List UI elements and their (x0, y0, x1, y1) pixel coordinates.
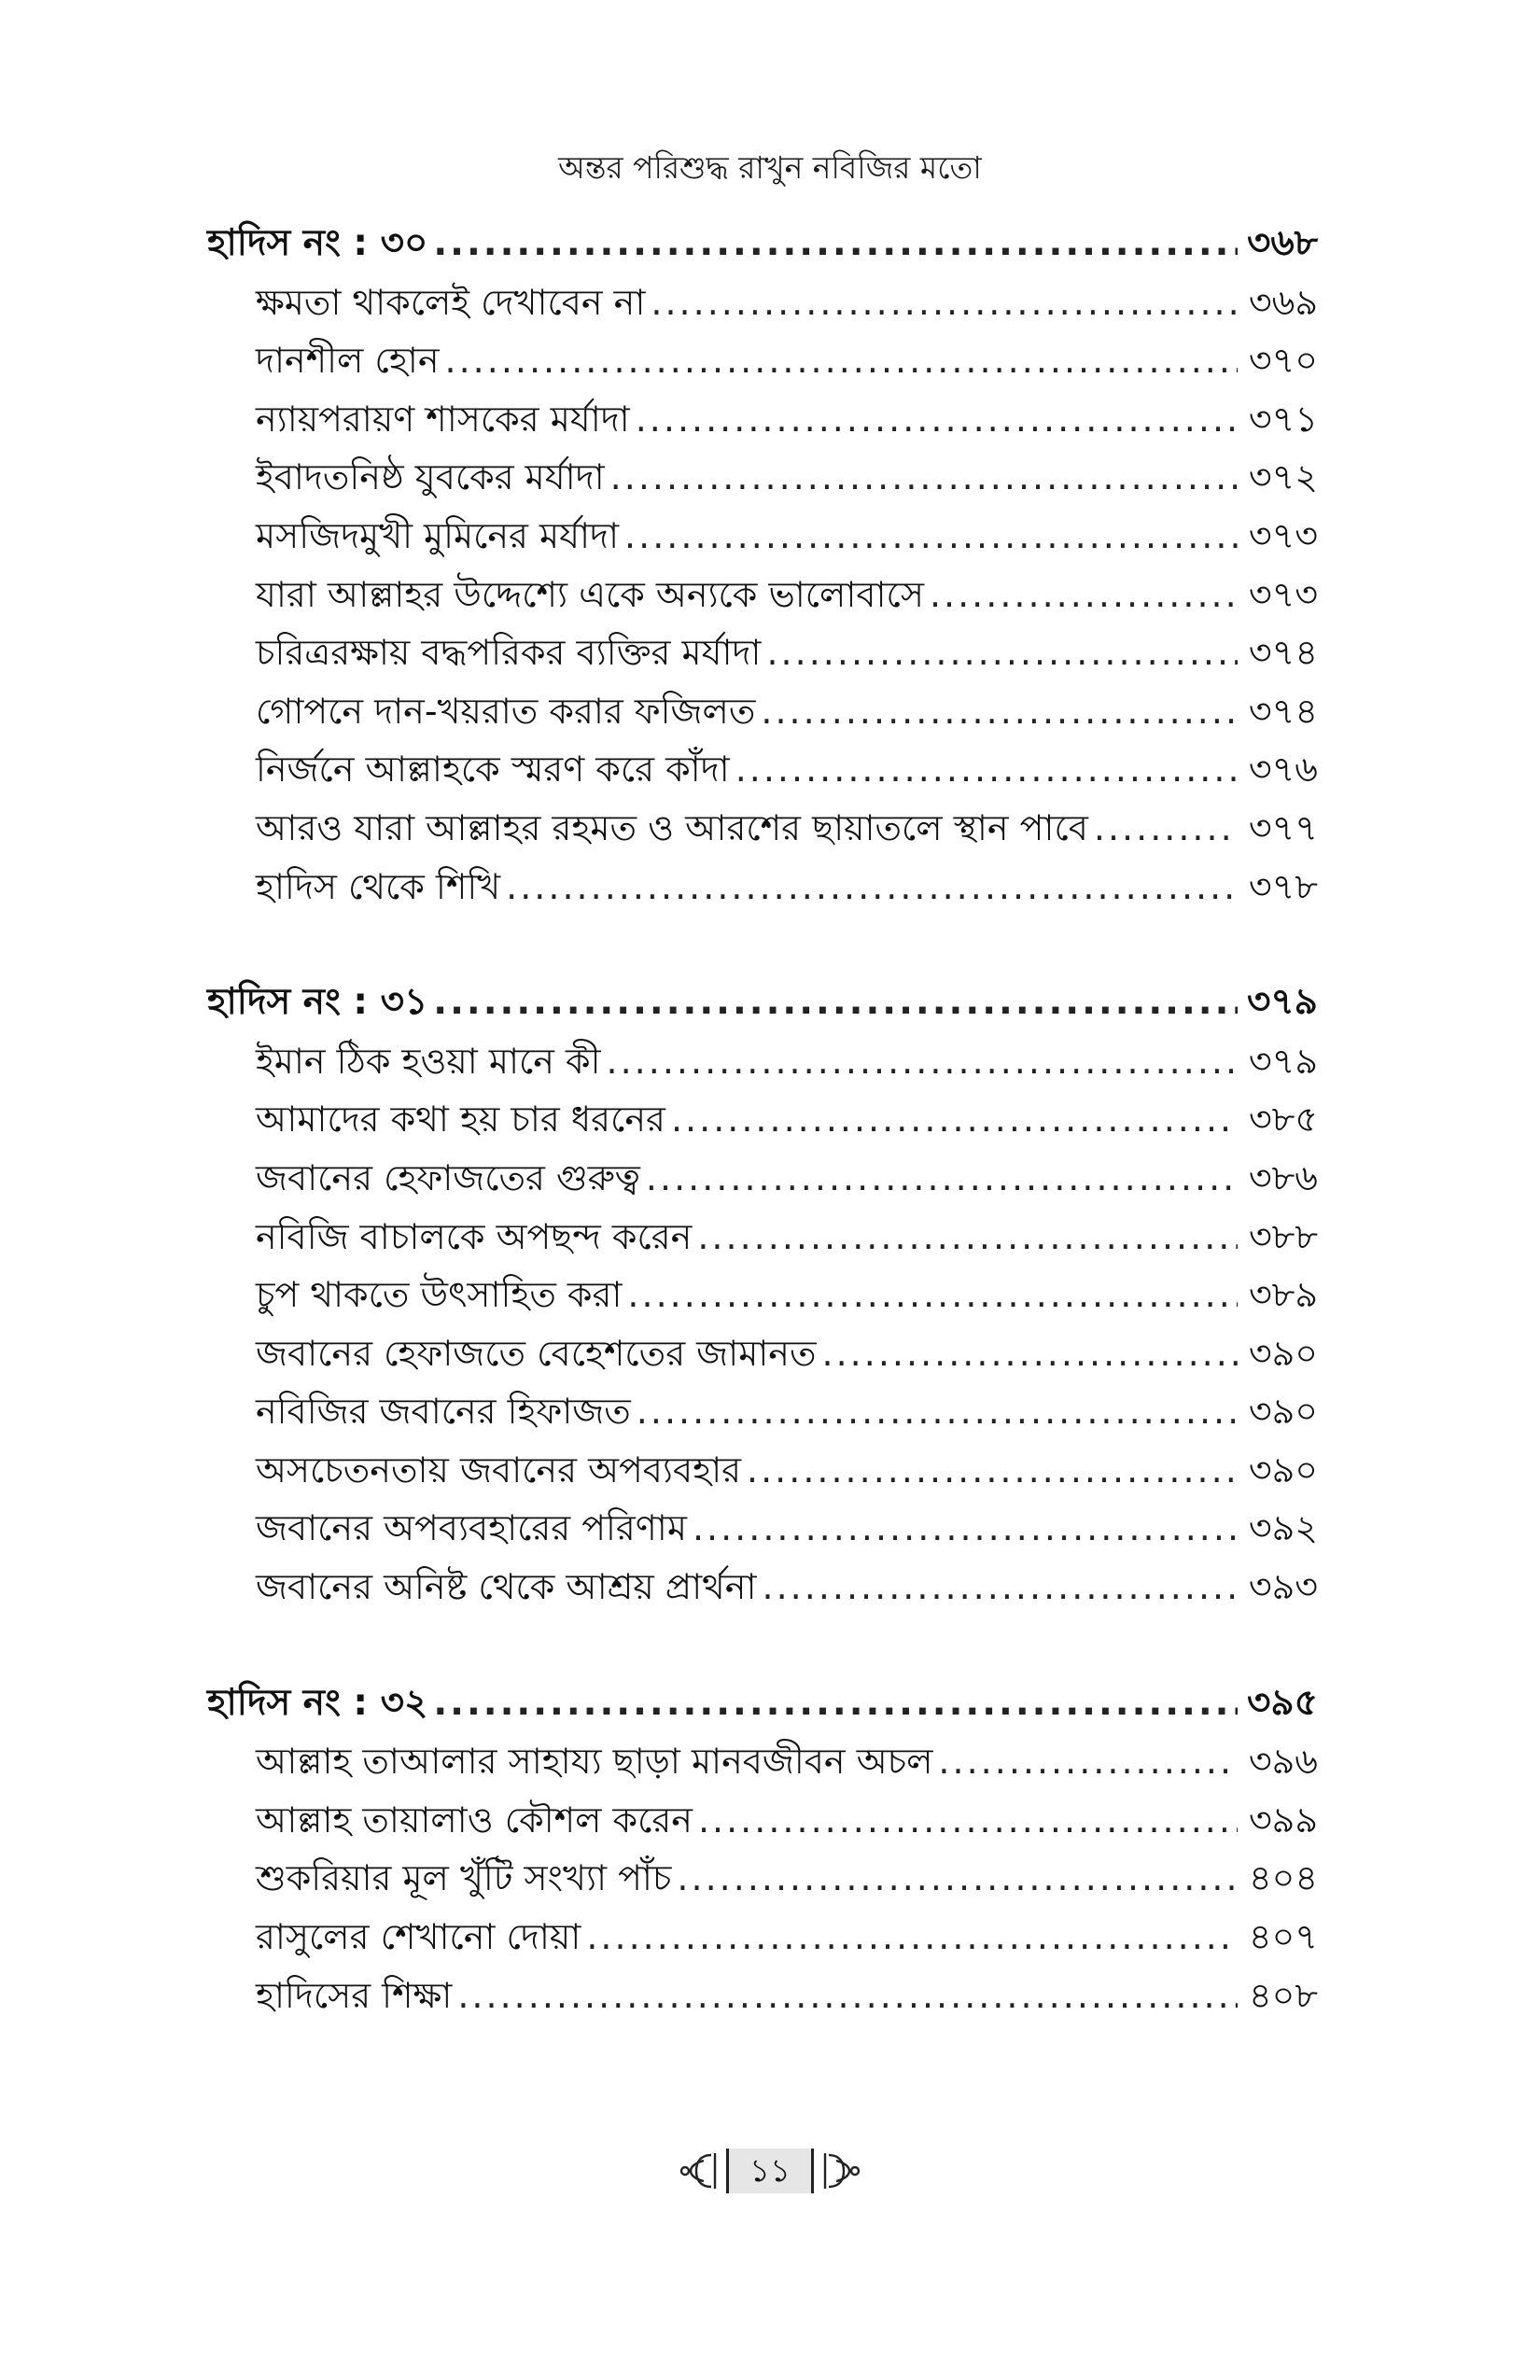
toc-entry-title: যারা আল্লাহর উদ্দেশ্যে একে অন্যকে ভালোবাসে (256, 573, 924, 615)
toc-entry-page: ৩৭১ (1248, 398, 1318, 440)
table-of-contents (207, 215, 1318, 2024)
toc-entry[interactable] (207, 331, 1318, 390)
toc-entry[interactable] (207, 1499, 1318, 1558)
toc-entry-page: ৩৭০ (1248, 340, 1318, 382)
toc-entry-page: ৩৮৬ (1248, 1156, 1318, 1198)
toc-entry-title: আরও যারা আল্লাহর রহমত ও আরশের ছায়াতলে স্থান পাবে (256, 806, 1088, 848)
dot-leader (586, 1908, 1238, 1966)
toc-entry-page: ৩৭৪ (1248, 632, 1318, 674)
toc-entry[interactable] (207, 1791, 1318, 1850)
toc-entry-page: ৩৯২ (1248, 1507, 1318, 1549)
section-heading[interactable] (207, 1674, 1318, 1733)
dot-leader (930, 566, 1238, 623)
toc-entry-page: ৩৭৪ (1248, 690, 1318, 732)
toc-entry[interactable] (207, 1441, 1318, 1500)
toc-entry-title: হাদিসের শিক্ষা (256, 1974, 453, 2016)
dot-leader (651, 273, 1238, 331)
toc-entry-title: নবিজি বাচালকে অপছন্দ করেন (256, 1215, 693, 1257)
toc-entry-title: নবিজির জবানের হিফাজত (256, 1391, 631, 1433)
toc-entry[interactable] (207, 740, 1318, 799)
toc-entry-title: চরিত্ররক্ষায় বদ্ধপরিকর ব্যক্তির মর্যাদা (256, 632, 762, 674)
toc-entry-page: ৩৯৩ (1248, 1566, 1318, 1608)
dot-leader (671, 1090, 1238, 1148)
dot-leader (938, 1732, 1238, 1790)
section-heading[interactable] (207, 215, 1318, 273)
toc-entry[interactable] (207, 390, 1318, 449)
toc-entry[interactable] (207, 623, 1318, 682)
toc-entry-title: শুকরিয়ার মূল খুঁটি সংখ্যা পাঁচ (256, 1857, 672, 1899)
ornament-left-icon (676, 2149, 719, 2192)
dot-leader (822, 1324, 1238, 1382)
dot-leader (763, 1558, 1239, 1616)
toc-entry-page: ৩৬৯ (1248, 281, 1318, 323)
toc-entry-title: হাদিস থেকে শিখি (256, 865, 501, 907)
toc-entry-page: ৩৯০ (1248, 1449, 1318, 1491)
toc-entry-page: ৩৮৫ (1248, 1099, 1318, 1141)
toc-entry-page: ৩৭২ (1248, 456, 1318, 498)
dot-leader (1094, 799, 1238, 857)
dot-leader (636, 390, 1238, 448)
toc-entry-title: আমাদের কথা হয় চার ধরনের (256, 1099, 665, 1141)
toc-entry-title: আল্লাহ তায়ালাও কৌশল করেন (256, 1799, 693, 1841)
section-heading-title: হাদিস নং : ৩০ (207, 222, 428, 264)
dot-leader (761, 682, 1238, 740)
toc-entry-title: গোপনে দান-খয়রাত করার ফজিলত (256, 690, 756, 732)
dot-leader (747, 1441, 1238, 1499)
dot-leader (637, 1382, 1238, 1440)
dot-leader (433, 215, 1238, 273)
section-heading-title: হাদিস নং : ৩১ (207, 981, 428, 1024)
toc-entry[interactable] (207, 1908, 1318, 1967)
toc-entry-title: জবানের হেফাজতের গুরুত্ব (256, 1156, 640, 1198)
dot-leader (693, 1499, 1238, 1557)
toc-entry[interactable] (207, 858, 1318, 917)
toc-entry[interactable] (207, 1732, 1318, 1791)
dot-leader (698, 1791, 1238, 1849)
toc-entry[interactable] (207, 1967, 1318, 2025)
toc-entry-title: ইমান ঠিক হওয়া মানে কী (256, 1040, 601, 1082)
section-heading-title: হাদিস নং : ৩২ (207, 1681, 428, 1724)
toc-section (207, 973, 1318, 1617)
toc-entry-title: জবানের হেফাজতে বেহেশতের জামানত (256, 1332, 817, 1374)
toc-entry-page: ৩৯৬ (1248, 1741, 1318, 1783)
toc-entry-page: ৩৯০ (1248, 1391, 1318, 1433)
toc-entry-page: ৪০৭ (1248, 1916, 1318, 1958)
toc-section (207, 215, 1318, 916)
toc-entry[interactable] (207, 448, 1318, 507)
dot-leader (646, 1149, 1238, 1207)
toc-entry-page: ৩৮৯ (1248, 1274, 1318, 1316)
ornament-right-icon (821, 2149, 864, 2192)
toc-entry-page: ৩৯০ (1248, 1332, 1318, 1374)
toc-entry-title: নির্জনে আল্লাহকে স্মরণ করে কাঁদা (256, 749, 730, 791)
toc-entry[interactable] (207, 507, 1318, 566)
toc-entry-title: জবানের অপব্যবহারের পরিণাম (256, 1507, 687, 1549)
running-head: অন্তর পরিশুদ্ধ রাখুন নবিজির মতো (558, 149, 982, 186)
section-heading-page: ৩৭৯ (1246, 981, 1318, 1024)
dot-leader (610, 448, 1238, 506)
toc-entry[interactable] (207, 1149, 1318, 1208)
toc-entry[interactable] (207, 1324, 1318, 1383)
dot-leader (607, 1032, 1238, 1090)
dot-leader (433, 973, 1238, 1031)
toc-entry-page: ৩৭৩ (1248, 573, 1318, 615)
dot-leader (433, 1674, 1238, 1732)
section-heading-page: ৩৯৫ (1247, 1681, 1318, 1724)
toc-entry[interactable] (207, 1558, 1318, 1617)
dot-leader (697, 1208, 1238, 1266)
dot-leader (445, 331, 1239, 389)
toc-entry-page: ৪০৮ (1248, 1974, 1318, 2016)
dot-leader (677, 1849, 1238, 1907)
folio (676, 2149, 864, 2193)
toc-entry-title: অসচেতনতায় জবানের অপব্যবহার (256, 1449, 741, 1491)
page-number: ১১ (726, 2149, 814, 2193)
page-footer (0, 2149, 1540, 2193)
toc-entry-page: ৩৭৯ (1248, 1040, 1318, 1082)
dot-leader (766, 623, 1238, 681)
toc-entry[interactable] (207, 682, 1318, 741)
toc-entry-title: দানশীল হোন (256, 340, 440, 382)
toc-entry[interactable] (207, 273, 1318, 332)
toc-entry[interactable] (207, 1032, 1318, 1091)
toc-section (207, 1674, 1318, 2025)
toc-entry-title: ন্যায়পরায়ণ শাসকের মর্যাদা (256, 398, 630, 440)
toc-entry-title: চুপ থাকতে উৎসাহিত করা (256, 1274, 623, 1316)
toc-entry-page: ৩৭৩ (1248, 514, 1318, 556)
toc-entry-title: আল্লাহ তাআলার সাহায্য ছাড়া মানবজীবন অচল (256, 1741, 933, 1783)
toc-entry-title: ক্ষমতা থাকলেই দেখাবেন না (256, 281, 646, 323)
dot-leader (624, 507, 1238, 565)
toc-entry-title: ইবাদতনিষ্ঠ যুবকের মর্যাদা (256, 456, 605, 498)
toc-entry[interactable] (207, 1382, 1318, 1441)
dot-leader (457, 1967, 1238, 2024)
toc-entry[interactable] (207, 566, 1318, 624)
toc-entry-title: জবানের অনিষ্ট থেকে আশ্রয় প্রার্থনা (256, 1566, 757, 1608)
toc-entry[interactable] (207, 1208, 1318, 1267)
toc-entry-page: ৩৭৬ (1248, 749, 1318, 791)
toc-entry[interactable] (207, 799, 1318, 858)
toc-entry-page: ৪০৪ (1248, 1857, 1318, 1899)
toc-entry-title: রাসুলের শেখানো দোয়া (256, 1916, 581, 1958)
toc-entry-page: ৩৮৮ (1248, 1215, 1318, 1257)
toc-entry-title: মসজিদমুখী মুমিনের মর্যাদা (256, 514, 620, 556)
dot-leader (506, 858, 1238, 916)
section-heading[interactable] (207, 973, 1318, 1032)
toc-entry-page: ৩৭৭ (1248, 806, 1318, 848)
toc-entry[interactable] (207, 1849, 1318, 1908)
toc-entry-page: ৩৭৮ (1248, 865, 1318, 907)
toc-entry[interactable] (207, 1266, 1318, 1324)
dot-leader (627, 1266, 1238, 1323)
dot-leader (735, 740, 1238, 798)
section-heading-page: ৩৬৮ (1246, 222, 1318, 264)
toc-entry-page: ৩৯৯ (1248, 1799, 1318, 1841)
toc-entry[interactable] (207, 1090, 1318, 1149)
